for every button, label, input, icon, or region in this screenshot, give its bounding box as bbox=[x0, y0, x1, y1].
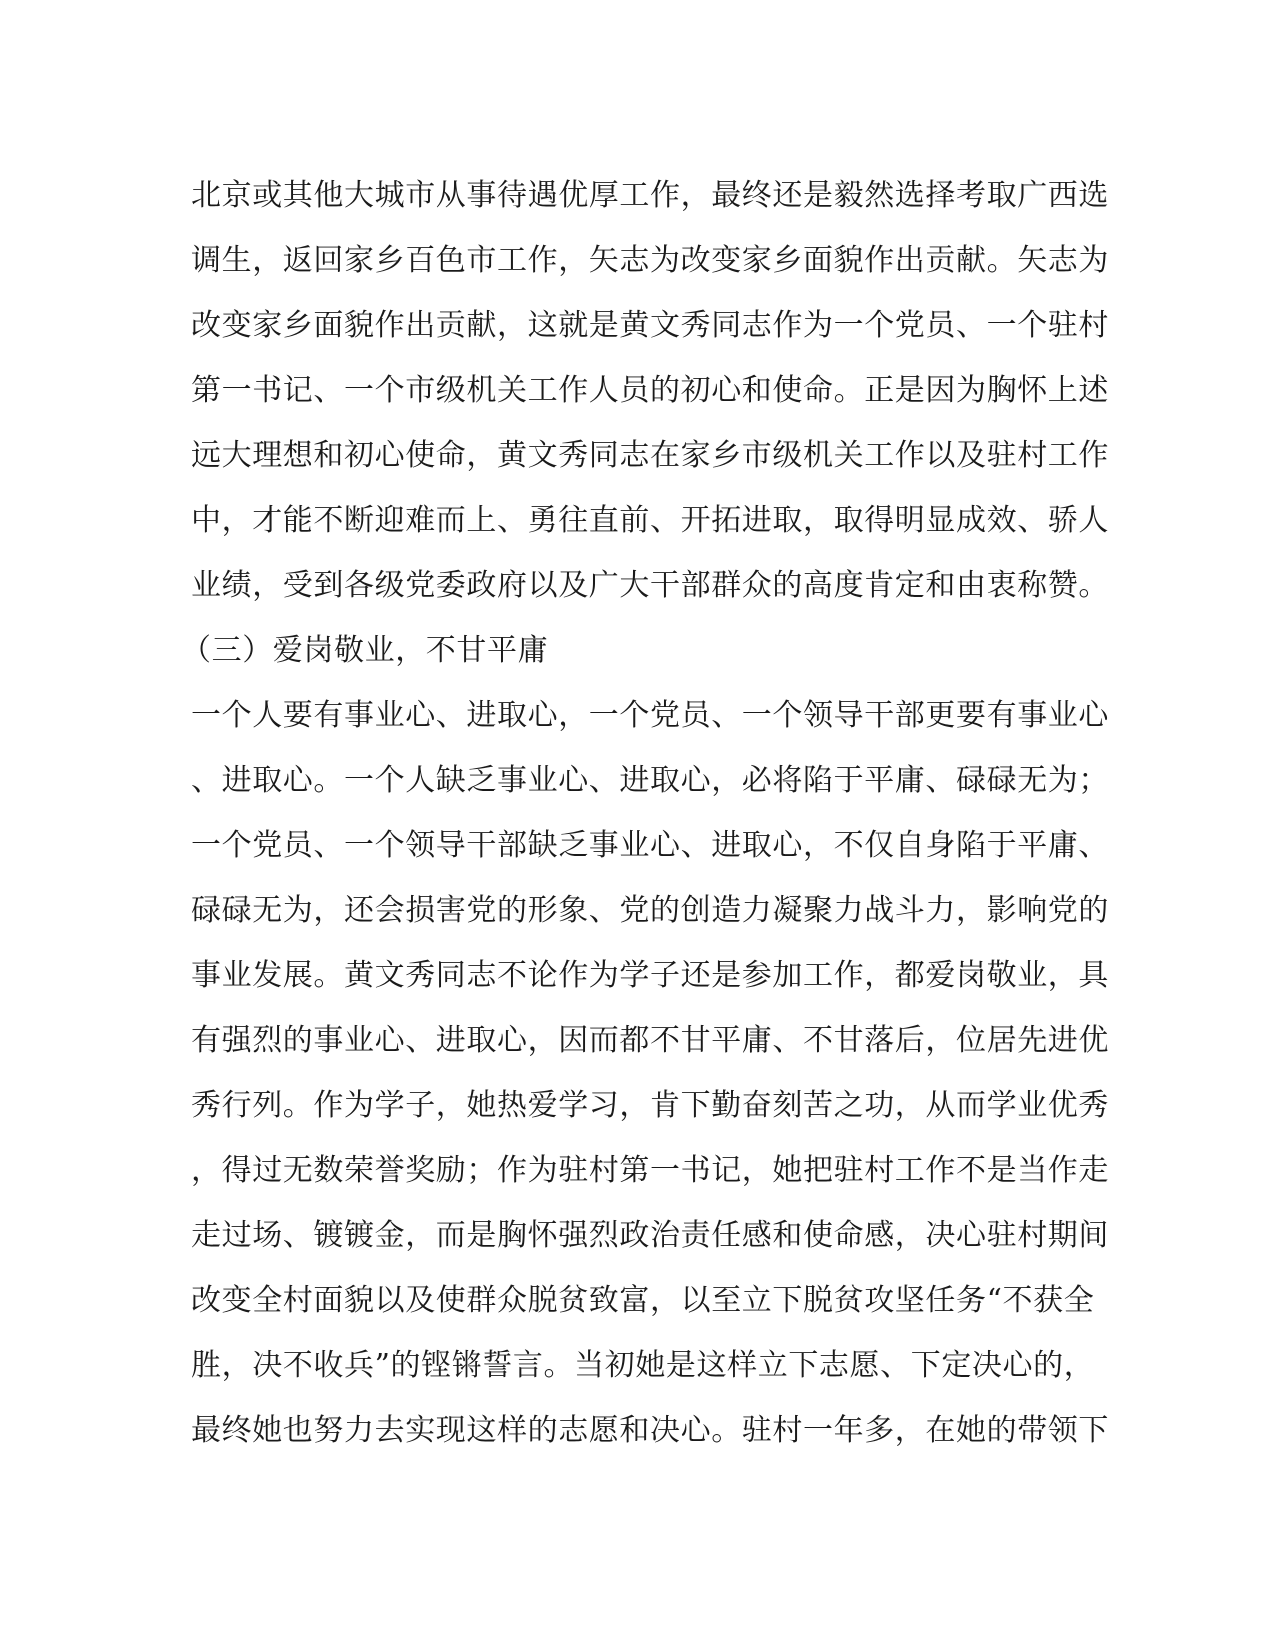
text-line: 碌碌无为，还会损害党的形象、党的创造力凝聚力战斗力，影响党的 bbox=[191, 893, 1109, 928]
section-heading: （三）爱岗敬业，不甘平庸 bbox=[181, 633, 549, 668]
body-text bbox=[181, 163, 1109, 1463]
text-line: 中，才能不断迎难而上、勇往直前、开拓进取，取得明显成效、骄人 bbox=[191, 503, 1109, 538]
text-line: 第一书记、一个市级机关工作人员的初心和使命。正是因为胸怀上述 bbox=[191, 373, 1109, 408]
text-line: ，得过无数荣誉奖励；作为驻村第一书记，她把驻村工作不是当作走 bbox=[191, 1153, 1109, 1188]
text-line: 走过场、镀镀金，而是胸怀强烈政治责任感和使命感，决心驻村期间 bbox=[191, 1218, 1109, 1253]
text-line: 远大理想和初心使命，黄文秀同志在家乡市级机关工作以及驻村工作 bbox=[191, 438, 1109, 473]
text-line: 调生，返回家乡百色市工作，矢志为改变家乡面貌作出贡献。矢志为 bbox=[191, 243, 1109, 278]
text-line: 北京或其他大城市从事待遇优厚工作，最终还是毅然选择考取广西选 bbox=[191, 178, 1109, 213]
text-line: 秀行列。作为学子，她热爱学习，肯下勤奋刻苦之功，从而学业优秀 bbox=[191, 1088, 1109, 1123]
text-line: 事业发展。黄文秀同志不论作为学子还是参加工作，都爱岗敬业，具 bbox=[191, 958, 1109, 993]
text-line: 改变全村面貌以及使群众脱贫致富，以至立下脱贫攻坚任务“不获全 bbox=[191, 1283, 1095, 1318]
text-line: 、进取心。一个人缺乏事业心、进取心，必将陷于平庸、碌碌无为； bbox=[191, 763, 1109, 798]
text-line: 胜，决不收兵”的铿锵誓言。当初她是这样立下志愿、下定决心的， bbox=[191, 1348, 1095, 1383]
text-line: 最终她也努力去实现这样的志愿和决心。驻村一年多，在她的带领下 bbox=[191, 1413, 1109, 1448]
text-line: 有强烈的事业心、进取心，因而都不甘平庸、不甘落后，位居先进优 bbox=[191, 1023, 1109, 1058]
text-line: 一个人要有事业心、进取心，一个党员、一个领导干部更要有事业心 bbox=[191, 698, 1109, 733]
text-line: 改变家乡面貌作出贡献，这就是黄文秀同志作为一个党员、一个驻村 bbox=[191, 308, 1109, 343]
text-line: 业绩，受到各级党委政府以及广大干部群众的高度肯定和由衷称赞。 bbox=[191, 568, 1109, 603]
text-line: 一个党员、一个领导干部缺乏事业心、进取心，不仅自身陷于平庸、 bbox=[191, 828, 1109, 863]
